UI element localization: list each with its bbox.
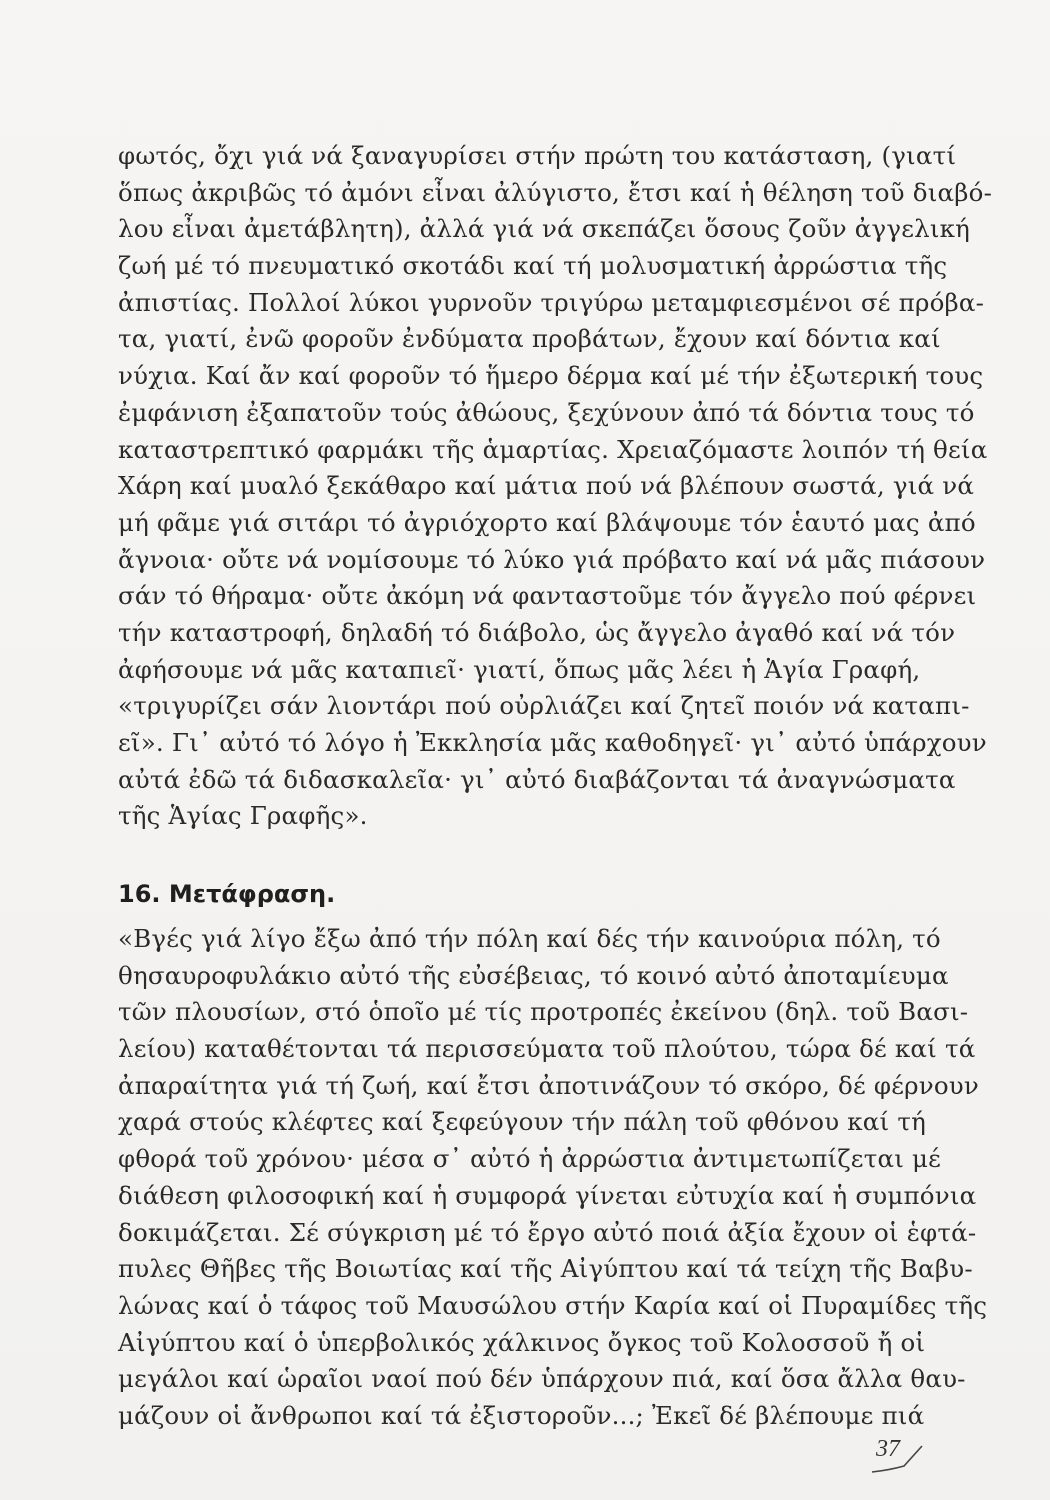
text-line: τῆς Ἁγίας Γραφῆς».: [118, 801, 368, 831]
text-line: τήν καταστροφή, δηλαδή τό διάβολο, ὡς ἄγγελο ἀγαθό καί νά τόν: [118, 617, 956, 647]
text-line: μή φᾶμε γιά σιτάρι τό ἀγριόχορτο καί βλάψουμε τόν ἑαυτό μας ἀπό: [118, 507, 976, 537]
text-line: λείου) καταθέτονται τά περισσεύματα τοῦ πλούτου, τώρα δέ καί τά: [118, 1034, 976, 1064]
section-heading: 16. Μετάφραση.: [118, 880, 336, 908]
text-line: φθορά τοῦ χρόνου· μέσα σ᾿ αὐτό ἡ ἀρρώστια ἀντιμετωπίζεται μέ: [118, 1144, 942, 1174]
text-line: φωτός, ὄχι γιά νά ξαναγυρίσει στήν πρώτη του κατάσταση, (γιατί: [118, 141, 957, 170]
text-line: Αἰγύπτου καί ὁ ὑπερβολικός χάλκινος ὄγκος τοῦ Κολοσσοῦ ἤ οἱ: [118, 1327, 926, 1357]
text-line: αὐτά ἐδῶ τά διδασκαλεῖα· γι᾿ αὐτό διαβάζονται τά ἀναγνώσματα: [118, 764, 956, 794]
text-line: πυλες Θῆβες τῆς Βοιωτίας καί τῆς Αἰγύπτου καί τά τείχη τῆς Βαβυ-: [118, 1254, 973, 1284]
text-line: δοκιμάζεται. Σέ σύγκριση μέ τό ἔργο αὐτό ποιά ἀξία ἔχουν οἱ ἑφτά-: [118, 1217, 977, 1247]
text-line: θησαυροφυλάκιο αὐτό τῆς εὐσέβειας, τό κοινό αὐτό ἀποταμίευμα: [118, 960, 949, 990]
text-line: ὅπως ἀκριβῶς τό ἀμόνι εἶναι ἀλύγιστο, ἔτσι καί ἡ θέληση τοῦ διαβό-: [118, 177, 993, 207]
text-line: «τριγυρίζει σάν λιοντάρι πού οὐρλιάζει καί ζητεῖ ποιόν νά καταπι-: [118, 691, 970, 721]
text-line: ἀπαραίτητα γιά τή ζωή, καί ἔτσι ἀποτινάζουν τό σκόρο, δέ φέρνουν: [118, 1070, 979, 1100]
paragraph-2: [118, 921, 988, 1435]
text-line: τα, γιατί, ἐνῶ φοροῦν ἐνδύματα προβάτων, ἔχουν καί δόντια καί: [118, 324, 941, 354]
text-line: καταστρεπτικό φαρμάκι τῆς ἁμαρτίας. Χρειαζόμαστε λοιπόν τή θεία: [118, 434, 988, 464]
text-line: σάν τό θήραμα· οὔτε ἀκόμη νά φανταστοῦμε τόν ἄγγελο πού φέρνει: [118, 581, 977, 611]
text-line: μεγάλοι καί ὡραῖοι ναοί πού δέν ὑπάρχουν πιά, καί ὅσα ἄλλα θαυ-: [118, 1364, 966, 1394]
text-line: ἐμφάνιση ἐξαπατοῦν τούς ἀθώους, ξεχύνουν ἀπό τά δόντια τους τό: [118, 397, 975, 427]
text-line: ζωή μέ τό πνευματικό σκοτάδι καί τή μολυσματική ἀρρώστια τῆς: [118, 251, 948, 281]
text-line: εῖ». Γι᾿ αὐτό τό λόγο ἡ Ἐκκλησία μᾶς καθοδηγεῖ· γι᾿ αὐτό ὑπάρχουν: [118, 728, 987, 757]
text-line: νύχια. Καί ἄν καί φοροῦν τό ἥμερο δέρμα καί μέ τήν ἐξωτερική τους: [118, 361, 984, 391]
paragraph-1: [118, 138, 993, 835]
text-line: ἄγνοια· οὔτε νά νομίσουμε τό λύκο γιά πρόβατο καί νά μᾶς πιάσουν: [118, 544, 986, 574]
text-line: μάζουν οἱ ἄνθρωποι καί τά ἐξιστοροῦν...; Ἐκεῖ δέ βλέπουμε πιά: [118, 1400, 925, 1430]
text-line: ἀπιστίας. Πολλοί λύκοι γυρνοῦν τριγύρω μεταμφιεσμένοι σέ πρόβα-: [118, 287, 985, 317]
text-line: ἀφήσουμε νά μᾶς καταπιεῖ· γιατί, ὅπως μᾶς λέει ἡ Ἁγία Γραφή,: [118, 654, 921, 684]
text-line: διάθεση φιλοσοφική καί ἡ συμφορά γίνεται εὐτυχία καί ἡ συμπόνια: [118, 1180, 977, 1210]
text-line: λώνας καί ὁ τάφος τοῦ Μαυσώλου στήν Καρία καί οἱ Πυραμίδες τῆς: [118, 1290, 988, 1320]
text-line: Χάρη καί μυαλό ξεκάθαρο καί μάτια πού νά βλέπουν σωστά, γιά νά: [118, 471, 975, 501]
text-line: λου εἶναι ἀμετάβλητη), ἀλλά γιά νά σκεπάζει ὅσους ζοῦν ἀγγελική: [118, 214, 971, 244]
page-number: 37: [876, 1436, 900, 1462]
text-line: χαρά στούς κλέφτες καί ξεφεύγουν τήν πάλη τοῦ φθόνου καί τή: [118, 1107, 926, 1137]
text-line: τῶν πλουσίων, στό ὁποῖο μέ τίς προτροπές ἐκείνου (δηλ. τοῦ Βασι-: [118, 997, 969, 1027]
text-line: «Βγές γιά λίγο ἔξω ἀπό τήν πόλη καί δές τήν καινούρια πόλη, τό: [118, 924, 941, 953]
